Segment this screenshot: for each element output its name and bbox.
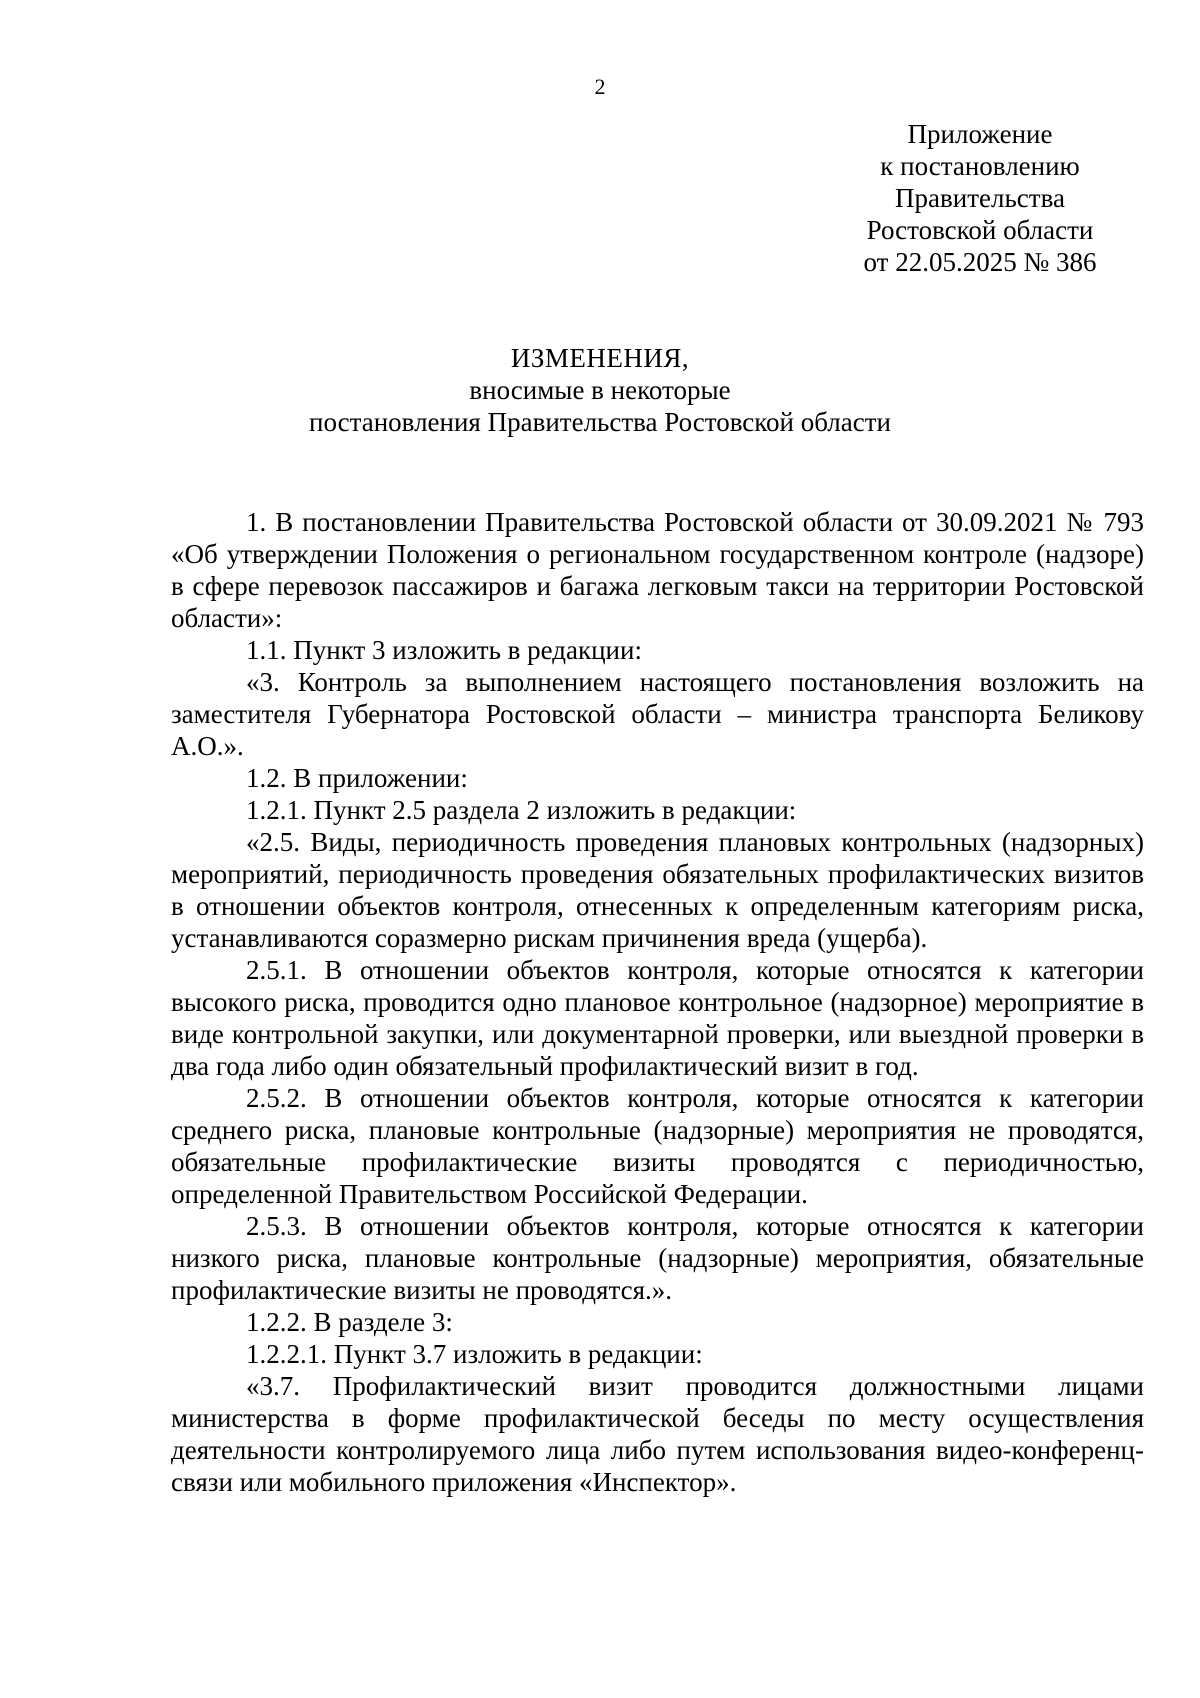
paragraph: «3. Контроль за выполнением настоящего постановления возложить на заместителя Губернатора Ростовской области – министра транспорта Беликову А.О.».: [171, 667, 1144, 761]
approval-line: Ростовской области: [866, 215, 1094, 245]
paragraph: 1.2.2.1. Пункт 3.7 изложить в редакции:: [246, 1339, 703, 1369]
approval-line: от 22.05.2025 № 386: [863, 247, 1097, 277]
approval-line: Приложение: [907, 119, 1053, 149]
approval-line: Правительства: [895, 183, 1065, 213]
paragraph: 1.2. В приложении:: [246, 763, 468, 793]
paragraph: 1.2.2. В разделе 3:: [246, 1307, 453, 1337]
document-subtitle: постановления Правительства Ростовской области: [309, 407, 891, 437]
paragraph: 2.5.1. В отношении объектов контроля, которые относятся к категории высокого риска, проводится одно плановое контрольное (надзорное) мероприятие в виде контрольной закупки, или документарной проверки, или выездной проверки в два года либо один обязательный профилактический визит в год.: [171, 955, 1144, 1081]
document-heading: [0, 342, 1200, 438]
document-title: ИЗМЕНЕНИЯ,: [510, 343, 690, 373]
paragraph: 1.2.1. Пункт 2.5 раздела 2 изложить в редакции:: [246, 795, 797, 825]
paragraph: «2.5. Виды, периодичность проведения плановых контрольных (надзорных) мероприятий, периодичность проведения обязательных профилактических визитов в отношении объектов контроля, отнесенных к определенным категориям риска, устанавливаются соразмерно рискам причинения вреда (ущерба).: [171, 827, 1144, 953]
paragraph: 2.5.3. В отношении объектов контроля, которые относятся к категории низкого риска, плановые контрольные (надзорные) мероприятия, обязательные профилактические визиты не проводятся.».: [171, 1211, 1144, 1305]
document-subtitle: вносимые в некоторые: [469, 375, 731, 405]
paragraph: 1. В постановлении Правительства Ростовской области от 30.09.2021 № 793 «Об утверждении Положения о региональном государственном контроле (надзоре) в сфере перевозок пассажиров и багажа легковым такси на территории Ростовской области»:: [171, 507, 1144, 633]
approval-block: [800, 118, 1160, 278]
paragraph: 1.1. Пункт 3 изложить в редакции:: [246, 635, 642, 665]
document-body: [171, 506, 1144, 1498]
paragraph: «3.7. Профилактический визит проводится должностными лицами министерства в форме профилактической беседы по месту осуществления деятельности контролируемого лица либо путем использования видео-конференц-связи или мобильного приложения «Инспектор».: [171, 1371, 1144, 1497]
page-number: 2: [594, 74, 606, 99]
paragraph: 2.5.2. В отношении объектов контроля, которые относятся к категории среднего риска, плановые контрольные (надзорные) мероприятия не проводятся, обязательные профилактические визиты проводятся с периодичностью, определенной Правительством Российской Федерации.: [171, 1083, 1144, 1209]
approval-line: к постановлению: [880, 151, 1080, 181]
